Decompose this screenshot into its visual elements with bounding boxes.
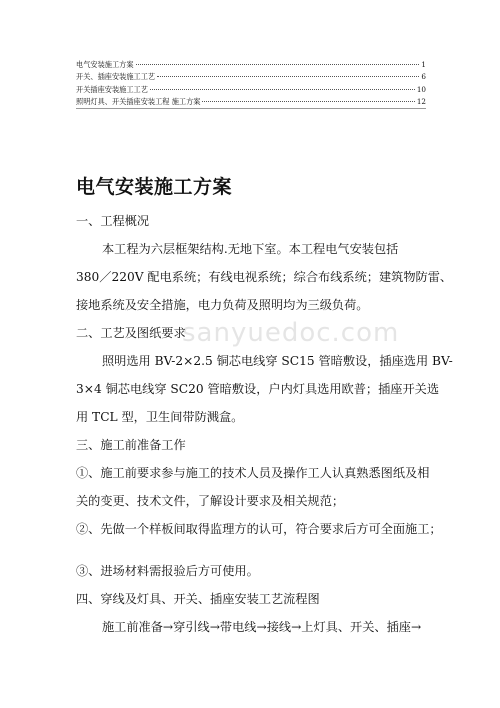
toc-entry[interactable] xyxy=(76,59,426,71)
section-heading-process: 二、工艺及图纸要求 xyxy=(76,326,186,340)
paragraph-line: 380／220V 配电系统；有线电视系统；综合布线系统；建筑物防雷、 xyxy=(76,270,453,284)
toc-leader xyxy=(150,89,415,90)
document-title: 电气安装施工方案 xyxy=(76,176,233,198)
paragraph-line: ②、先做一个样板间取得监理方的认可，符合要求后方可全面施工； xyxy=(76,522,442,536)
watermark: sanyuedoc.com xyxy=(182,318,400,348)
paragraph-line: ①、施工前要求参与施工的技术人员及操作工人认真熟悉图纸及相 xyxy=(76,466,430,480)
toc-entry[interactable] xyxy=(76,84,426,96)
toc-entry[interactable] xyxy=(76,71,426,83)
toc-divider xyxy=(76,108,426,109)
toc-leader xyxy=(202,101,414,102)
toc-leader xyxy=(136,64,420,65)
toc-entry-title: 电气安装施工方案 xyxy=(76,60,134,69)
toc-entry-title: 开关、插座安装施工工艺 xyxy=(76,72,156,82)
paragraph-line: 3×4 铜芯电线穿 SC20 管暗敷设，户内灯具选用欧普；插座开关选 xyxy=(76,382,440,396)
section-heading-overview: 一、工程概况 xyxy=(76,214,150,228)
toc-entry-title: 开关插座安装施工工艺 xyxy=(76,84,148,94)
paragraph-line: 关的变更、技术文件，了解设计要求及相关规范； xyxy=(76,494,345,508)
paragraph-line: 用 TCL 型，卫生间带防溅盒。 xyxy=(76,410,244,424)
section-heading-flow: 四、穿线及灯具、开关、插座安装工艺流程图 xyxy=(76,592,320,606)
toc-entry-page: 10 xyxy=(416,84,426,94)
table-of-contents xyxy=(76,59,426,109)
paragraph-line: 照明选用 BV-2×2.5 铜芯电线穿 SC15 管暗敷设，插座选用 BV- xyxy=(102,354,453,368)
paragraph-line: ③、进场材料需报验后方可使用。 xyxy=(76,564,259,578)
paragraph-line: 施工前准备→穿引线→带电线→接线→上灯具、开关、插座→ xyxy=(102,620,422,634)
toc-leader xyxy=(157,76,419,77)
toc-entry-page: 12 xyxy=(416,97,426,107)
section-heading-preparation: 三、施工前准备工作 xyxy=(76,438,186,452)
toc-entry-page: 6 xyxy=(421,72,426,82)
toc-entry-title: 照明灯具、开关插座安装工程 施工方案 xyxy=(76,97,201,107)
toc-entry[interactable] xyxy=(76,96,426,108)
paragraph-line: 接地系统及安全措施，电力负荷及照明均为三级负荷。 xyxy=(76,298,369,312)
paragraph-line: 本工程为六层框架结构.无地下室。本工程电气安装包括 xyxy=(102,242,399,256)
toc-entry-page: 1 xyxy=(421,60,426,69)
